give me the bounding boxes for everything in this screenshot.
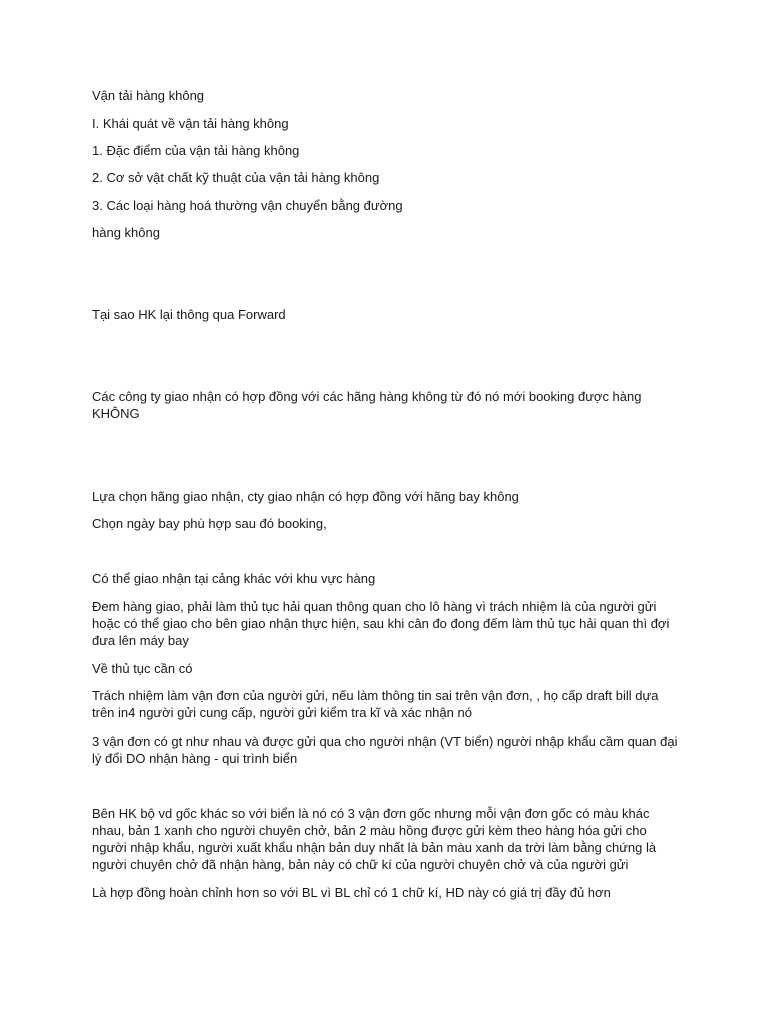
list-item-continuation: hàng không [92,225,160,240]
list-item: 2. Cơ sở vật chất kỹ thuật của vận tải hàng không [92,170,380,185]
question-paragraph: Tại sao HK lại thông qua Forward [92,307,286,322]
paragraph: Các công ty giao nhận có hợp đồng với các hãng hàng không từ đó nó mới booking được hàng KHÔNG [92,389,642,421]
document-title: Vận tải hàng không [92,88,205,103]
paragraph: Có thể giao nhận tại cảng khác với khu vực hàng [92,571,376,586]
section-heading: I. Khái quát về vận tải hàng không [92,116,289,131]
paragraph: Chọn ngày bay phù hợp sau đó booking, [92,516,327,531]
list-item: 1. Đặc điểm của vận tải hàng không [92,143,300,158]
paragraph: 3 vận đơn có gt như nhau và được gửi qua cho người nhận (VT biển) người nhập khẩu cầm quan đại lý đổi DO nhận hàng - qui trình biển [92,734,678,766]
paragraph: Trách nhiệm làm vận đơn của người gửi, nếu làm thông tin sai trên vận đơn, , họ cấp draft bill dựa trên in4 người gửi cung cấp, người gửi kiểm tra kĩ và xác nhận nó [92,688,659,720]
list-item: 3. Các loại hàng hoá thường vận chuyển bằng đường [92,198,403,213]
paragraph: Là hợp đồng hoàn chỉnh hơn so với BL vì BL chỉ có 1 chữ kí, HD này có giá trị đầy đủ hơn [92,885,611,900]
paragraph: Về thủ tục cần có [92,661,193,676]
paragraph: Bên HK bộ vd gốc khác so với biển là nó có 3 vận đơn gốc nhưng mỗi vận đơn gốc có màu khác nhau, bản 1 xanh cho người chuyên chở, bản 2 màu hồng được gửi kèm theo hàng hóa gửi cho người nhập khẩu, người xuất khẩu nhận bản duy nhất là bản màu xanh da trời làm bằng chứng là người chuyên chở đã nhận hàng, bản này có chữ kí của người chuyên chở và của người gửi [92,806,657,872]
paragraph: Đem hàng giao, phải làm thủ tục hải quan thông quan cho lô hàng vì trách nhiệm là của người gửi hoặc có thể giao cho bên giao nhận thực hiện, sau khi cân đo đong đếm làm thủ tục hải quan thì đợi đưa lên máy bay [92,599,670,648]
paragraph: Lựa chọn hãng giao nhận, cty giao nhận có hợp đồng với hãng bay không [92,489,519,504]
